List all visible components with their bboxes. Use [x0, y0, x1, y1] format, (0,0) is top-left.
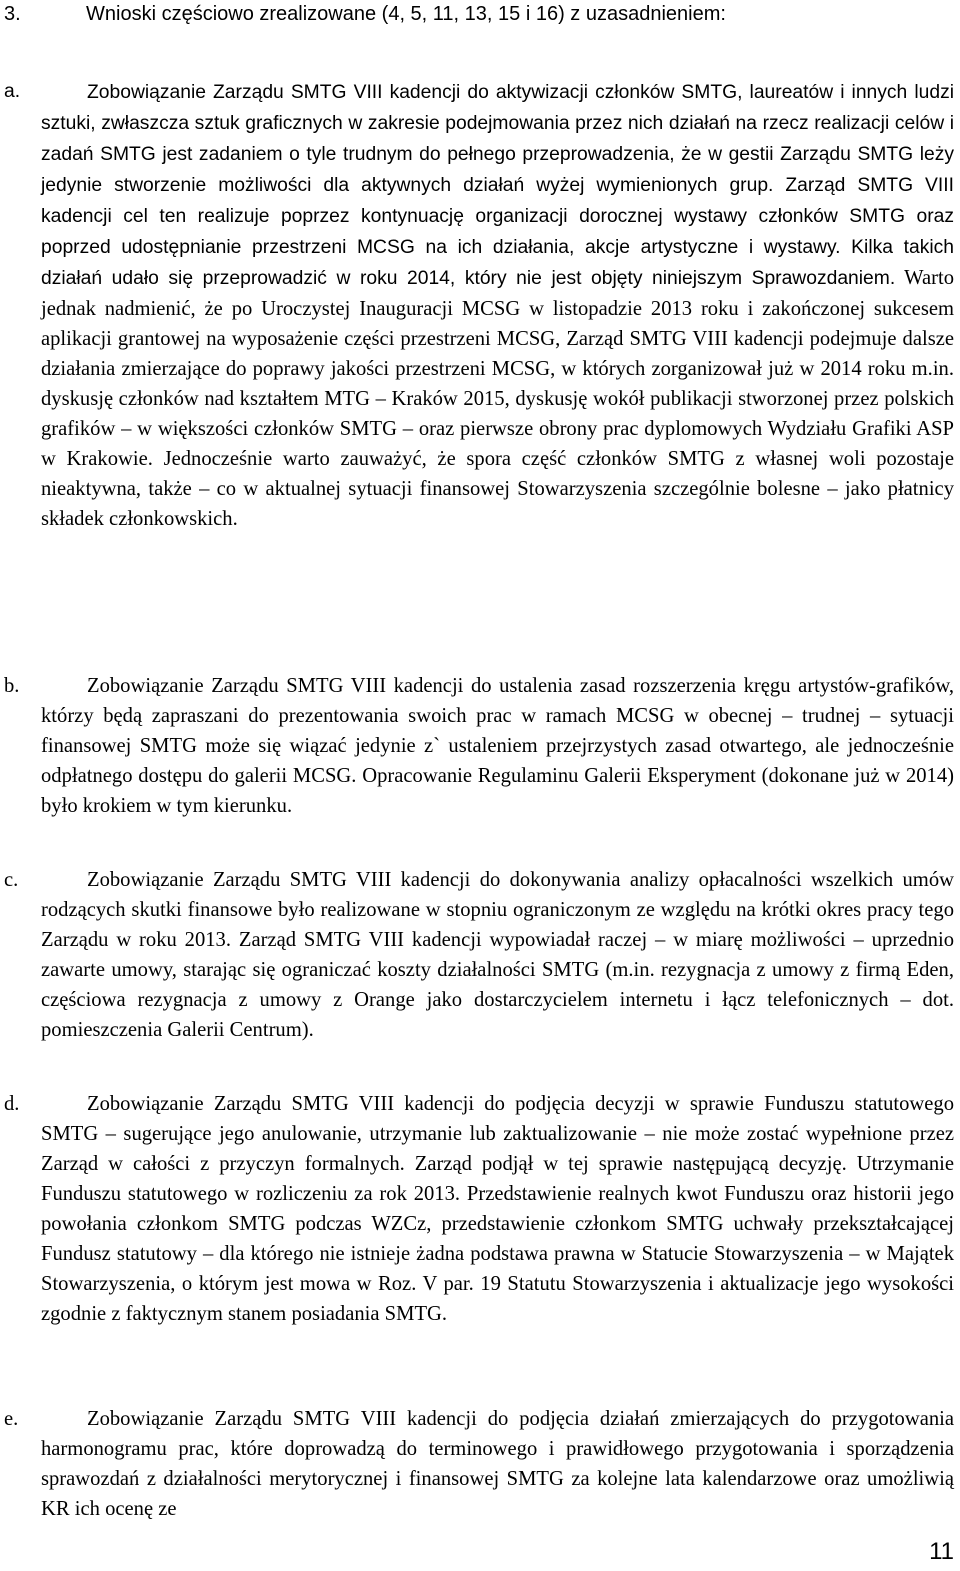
list-item-d — [4, 1089, 954, 1329]
list-item-text — [41, 77, 954, 534]
list-marker: e. — [4, 1408, 19, 1430]
list-marker: a. — [4, 81, 21, 102]
list-item-c — [4, 865, 954, 1045]
section-number: 3. — [4, 3, 21, 25]
page-number: 11 — [929, 1538, 954, 1565]
list-marker: c. — [4, 869, 19, 891]
list-item-e — [4, 1404, 954, 1524]
section-title: Wnioski częściowo zrealizowane (4, 5, 11, 13, 15 i 16) z uzasadnieniem: — [86, 3, 726, 25]
list-item-text: Zobowiązanie Zarządu SMTG VIII kadencji do podjęcia działań zmierzających do przygotowania harmonogramu prac, które doprowadzą do terminowego i prawidłowego przygotowania i sporządzenia sprawozdań z działalności merytorycznej i finansowej SMTG za kolejne lata kalendarzowe oraz umożliwią KR ich ocenę ze — [41, 1408, 954, 1520]
list-item-text-sans: Zobowiązanie Zarządu SMTG VIII kadencji do aktywizacji członków SMTG, laureatów i innych ludzi sztuki, zwłaszcza sztuk graficznych w zakresie podejmowania przez nich działań na rzecz realizacji celów i zadań SMTG jest zadaniem o tyle trudnym do pełnego przeprowadzenia, że w gestii Zarządu SMTG leży jedynie stworzenie możliwości dla aktywnych działań wyżej wymienionych grup. Zarząd SMTG VIII kadencji cel ten realizuje poprzez kontynuację organizacji dorocznej wystawy członków SMTG oraz poprzed udostępnianie przestrzeni MCSG na ich działania, akcje artystyczne i wystawy. Kilka takich działań udało się przeprowadzić w roku 2014, który nie jest objęty niniejszym Sprawozdaniem. — [41, 82, 954, 289]
list-item-text: Zobowiązanie Zarządu SMTG VIII kadencji do podjęcia decyzji w sprawie Funduszu statutowego SMTG – sugerujące jego anulowanie, utrzymanie lub zaktualizowanie – nie może zostać wypełnione przez Zarząd w całości z przyczyn formalnych. Zarząd podjął w tej sprawie następującą decyzję. Utrzymanie Funduszu statutowego w rozliczeniu za rok 2013. Przedstawienie realnych kwot Funduszu oraz historii jego powołania członkom SMTG podczas WZCz, przedstawienie członkom SMTG uchwały przekształcającej Fundusz statutowy – dla którego nie istnieje żadna podstawa prawna w Statucie Stowarzyszenia – w Majątek Stowarzyszenia, o którym jest mowa w Roz. V par. 19 Statutu Stowarzyszenia i aktualizacje jego wysokości zgodnie z faktycznym stanem posiadania SMTG. — [41, 1093, 954, 1325]
list-item-text: Zobowiązanie Zarządu SMTG VIII kadencji do dokonywania analizy opłacalności wszelkich umów rodzących skutki finansowe było realizowane w stopniu ograniczonym ze względu na krótki okres pracy tego Zarządu w roku 2013. Zarząd SMTG VIII kadencji wypowiadał raczej – w miarę możliwości – uprzednio zawarte umowy, starając się ograniczać koszty działalności SMTG (m.in. rezygnacja z umowy z firmą Eden, częściowa rezygnacja z umowy z Orange jako dostarczycielem internetu i łącz telefonicznych – dot. pomieszczenia Galerii Centrum). — [41, 869, 954, 1041]
list-marker: d. — [4, 1093, 20, 1115]
section-heading — [4, 1, 726, 27]
list-marker: b. — [4, 675, 20, 697]
list-item-a — [4, 77, 954, 534]
list-item-text: Zobowiązanie Zarządu SMTG VIII kadencji do ustalenia zasad rozszerzenia kręgu artystów-grafików, którzy będą zapraszani do prezentowania swoich prac w ramach MCSG w obecnej – trudnej – sytuacji finansowej SMTG może się wiązać jedynie z` ustaleniem przejrzystych zasad otwartego, ale jednocześnie odpłatnego dostępu do galerii MCSG. Opracowanie Regulaminu Galerii Eksperyment (dokonane już w 2014) było krokiem w tym kierunku. — [41, 675, 954, 817]
list-item-b — [4, 671, 954, 821]
list-item-text-serif: Warto jednak nadmienić, że po Uroczystej Inauguracji MCSG w listopadzie 2013 roku i zakończonej sukcesem aplikacji grantowej na wyposażenie części przestrzeni MCSG, Zarząd SMTG VIII kadencji podejmuje dalsze działania zmierzające do poprawy jakości przestrzeni MCSG, w których zorganizował już w 2014 roku m.in. dyskusję członków nad kształtem MTG – Kraków 2015, dyskusję wokół publikacji stworzonej przez polskich grafików – w większości członków SMTG – oraz pierwsze obrony prac dyplomowych Wydziału Grafiki ASP w Krakowie. Jednocześnie warto zauważyć, że spora część członków SMTG z własnej woli pozostaje nieaktywna, także – co w aktualnej sytuacji finansowej Stowarzyszenia szczególnie bolesne – jako płatnicy składek członkowskich. — [41, 267, 954, 530]
